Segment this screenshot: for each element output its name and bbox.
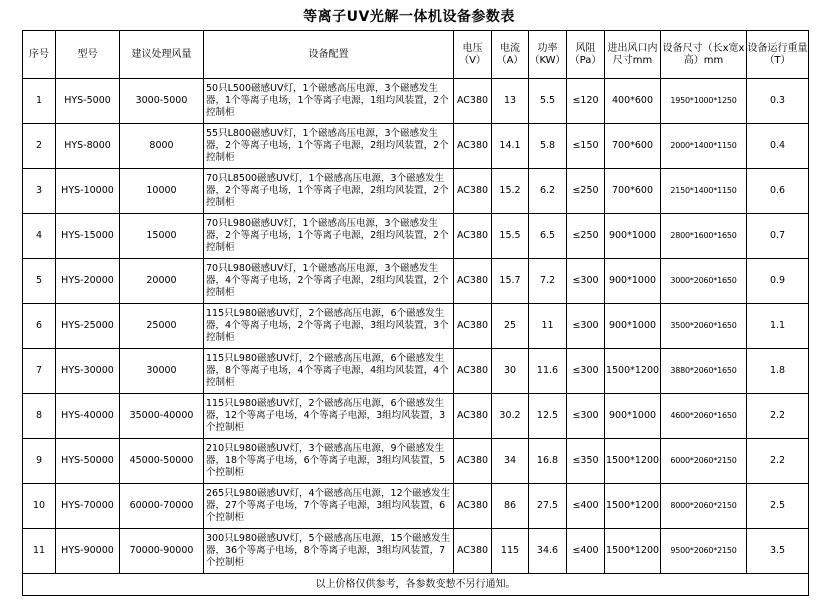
cell-resistance: ≤120: [567, 79, 605, 124]
header-cell-power: 功率（KW）: [529, 31, 567, 79]
cell-model: HYS-40000: [56, 394, 120, 439]
cell-weight: 3.5: [747, 529, 809, 574]
cell-power: 6.2: [529, 169, 567, 214]
cell-resistance: ≤300: [567, 349, 605, 394]
cell-current: 15.7: [492, 259, 529, 304]
cell-airflow: 30000: [120, 349, 204, 394]
cell-weight: 1.1: [747, 304, 809, 349]
cell-current: 30.2: [492, 394, 529, 439]
cell-port: 400*600: [605, 79, 661, 124]
header-cell-voltage: 电压（V）: [454, 31, 492, 79]
cell-weight: 0.7: [747, 214, 809, 259]
cell-size: 6000*2060*2150: [661, 439, 747, 484]
cell-voltage: AC380: [454, 214, 492, 259]
cell-airflow: 45000-50000: [120, 439, 204, 484]
cell-voltage: AC380: [454, 259, 492, 304]
cell-size: 8000*2060*2150: [661, 484, 747, 529]
cell-voltage: AC380: [454, 79, 492, 124]
table-row: [23, 79, 809, 124]
cell-weight: 0.6: [747, 169, 809, 214]
cell-weight: 0.4: [747, 124, 809, 169]
cell-power: 34.6: [529, 529, 567, 574]
cell-port: 900*1000: [605, 394, 661, 439]
cell-port: 1500*1200: [605, 484, 661, 529]
table-row: [23, 349, 809, 394]
cell-config: 115只L980磁感UV灯，2个磁感高压电源，6个磁感发生器，4个等离子电场，2个等离子电源，3组均风装置，3个控制柜: [204, 304, 454, 349]
cell-no: 10: [23, 484, 56, 529]
cell-power: 5.5: [529, 79, 567, 124]
cell-no: 1: [23, 79, 56, 124]
cell-size: 3500*2060*1650: [661, 304, 747, 349]
cell-current: 15.2: [492, 169, 529, 214]
cell-model: HYS-70000: [56, 484, 120, 529]
table-row: [23, 394, 809, 439]
cell-weight: 0.9: [747, 259, 809, 304]
cell-weight: 1.8: [747, 349, 809, 394]
cell-voltage: AC380: [454, 124, 492, 169]
cell-config: 70只L8500磁感UV灯，1个磁感高压电源，3个磁感发生器，2个等离子电场，1个等离子电源，2组均风装置，2个控制柜: [204, 169, 454, 214]
cell-power: 11: [529, 304, 567, 349]
cell-current: 13: [492, 79, 529, 124]
cell-weight: 2.5: [747, 484, 809, 529]
cell-size: 9500*2060*2150: [661, 529, 747, 574]
cell-airflow: 8000: [120, 124, 204, 169]
cell-port: 900*1000: [605, 214, 661, 259]
cell-current: 25: [492, 304, 529, 349]
table-row: [23, 169, 809, 214]
cell-resistance: ≤400: [567, 484, 605, 529]
header-cell-port: 进出风口内尺寸mm: [605, 31, 661, 79]
cell-no: 2: [23, 124, 56, 169]
cell-model: HYS-90000: [56, 529, 120, 574]
footnote-row: [23, 574, 809, 596]
cell-voltage: AC380: [454, 169, 492, 214]
cell-config: 265只L980磁感UV灯，4个磁感高压电源，12个磁感发生器，27个等离子电场，7个等离子电源，3组均风装置，6个控制柜: [204, 484, 454, 529]
cell-no: 7: [23, 349, 56, 394]
cell-model: HYS-50000: [56, 439, 120, 484]
cell-port: 900*1000: [605, 304, 661, 349]
cell-config: 50只L500磁感UV灯，1个磁感高压电源，3个磁感发生器，1个等离子电场，1个等离子电源，1组均风装置，2个控制柜: [204, 79, 454, 124]
cell-airflow: 25000: [120, 304, 204, 349]
footnote: 以上价格仅供参考，各参数变愸不另行通知。: [23, 574, 809, 596]
table-row: [23, 439, 809, 484]
cell-resistance: ≤300: [567, 394, 605, 439]
cell-port: 700*600: [605, 169, 661, 214]
cell-weight: 0.3: [747, 79, 809, 124]
cell-airflow: 3000-5000: [120, 79, 204, 124]
cell-port: 1500*1200: [605, 529, 661, 574]
cell-airflow: 10000: [120, 169, 204, 214]
cell-resistance: ≤350: [567, 439, 605, 484]
cell-current: 14.1: [492, 124, 529, 169]
cell-power: 11.6: [529, 349, 567, 394]
cell-resistance: ≤400: [567, 529, 605, 574]
header-cell-resistance: 风阻（Pa）: [567, 31, 605, 79]
cell-voltage: AC380: [454, 529, 492, 574]
cell-power: 6.5: [529, 214, 567, 259]
cell-weight: 2.2: [747, 394, 809, 439]
cell-voltage: AC380: [454, 349, 492, 394]
cell-config: 300只L980磁感UV灯，5个磁感高压电源，15个磁感发生器，36个等离子电场，8个等离子电源，3组均风装置，7个控制柜: [204, 529, 454, 574]
header-cell-size: 设备尺寸（长x宽x高）mm: [661, 31, 747, 79]
table-row: [23, 304, 809, 349]
cell-size: 3880*2060*1650: [661, 349, 747, 394]
cell-voltage: AC380: [454, 439, 492, 484]
cell-size: 2000*1400*1150: [661, 124, 747, 169]
cell-power: 12.5: [529, 394, 567, 439]
cell-airflow: 70000-90000: [120, 529, 204, 574]
header-cell-weight: 设备运行重量（T）: [747, 31, 809, 79]
cell-no: 4: [23, 214, 56, 259]
cell-size: 3000*2060*1650: [661, 259, 747, 304]
header-cell-model: 型号: [56, 31, 120, 79]
cell-config: 115只L980磁感UV灯，2个磁感高压电源，6个磁感发生器，12个等离子电场，4个等离子电源，3组均风装置，3个控制柜: [204, 394, 454, 439]
cell-size: 4600*2060*1650: [661, 394, 747, 439]
cell-port: 700*600: [605, 124, 661, 169]
cell-resistance: ≤250: [567, 214, 605, 259]
cell-config: 55只L800磁感UV灯，1个磁感高压电源，3个磁感发生器，2个等离子电场，1个等离子电源，2组均风装置，2个控制柜: [204, 124, 454, 169]
header-cell-current: 电流（A）: [492, 31, 529, 79]
table-row: [23, 259, 809, 304]
cell-voltage: AC380: [454, 394, 492, 439]
cell-current: 115: [492, 529, 529, 574]
cell-resistance: ≤150: [567, 124, 605, 169]
cell-current: 15.5: [492, 214, 529, 259]
cell-size: 2150*1400*1150: [661, 169, 747, 214]
cell-config: 115只L980磁感UV灯，2个磁感高压电源，6个磁感发生器，8个等离子电场，4个等离子电源，4组均风装置，4个控制柜: [204, 349, 454, 394]
cell-config: 70只L980磁感UV灯，1个磁感高压电源，3个磁感发生器，4个等离子电场，2个等离子电源，2组均风装置，2个控制柜: [204, 259, 454, 304]
spec-table: [22, 30, 809, 596]
cell-no: 11: [23, 529, 56, 574]
cell-no: 3: [23, 169, 56, 214]
cell-resistance: ≤300: [567, 259, 605, 304]
cell-airflow: 15000: [120, 214, 204, 259]
cell-model: HYS-15000: [56, 214, 120, 259]
cell-power: 27.5: [529, 484, 567, 529]
cell-voltage: AC380: [454, 304, 492, 349]
table-row: [23, 124, 809, 169]
header-row: [23, 31, 809, 79]
cell-weight: 2.2: [747, 439, 809, 484]
cell-model: HYS-20000: [56, 259, 120, 304]
cell-power: 5.8: [529, 124, 567, 169]
cell-airflow: 20000: [120, 259, 204, 304]
header-cell-config: 设备配置: [204, 31, 454, 79]
table-row: [23, 529, 809, 574]
cell-port: 1500*1200: [605, 439, 661, 484]
cell-airflow: 60000-70000: [120, 484, 204, 529]
cell-size: 1950*1000*1250: [661, 79, 747, 124]
cell-port: 1500*1200: [605, 349, 661, 394]
spec-table-body: [23, 31, 809, 596]
cell-no: 5: [23, 259, 56, 304]
page-title: 等离子UV光解一体机设备参数表: [303, 9, 515, 25]
cell-current: 30: [492, 349, 529, 394]
cell-resistance: ≤300: [567, 304, 605, 349]
cell-model: HYS-10000: [56, 169, 120, 214]
cell-power: 16.8: [529, 439, 567, 484]
cell-airflow: 35000-40000: [120, 394, 204, 439]
cell-current: 86: [492, 484, 529, 529]
cell-no: 9: [23, 439, 56, 484]
cell-current: 34: [492, 439, 529, 484]
header-cell-airflow: 建议处理风量: [120, 31, 204, 79]
header-cell-no: 序号: [23, 31, 56, 79]
cell-voltage: AC380: [454, 484, 492, 529]
cell-size: 2800*1600*1650: [661, 214, 747, 259]
cell-power: 7.2: [529, 259, 567, 304]
cell-model: HYS-25000: [56, 304, 120, 349]
table-row: [23, 214, 809, 259]
cell-port: 900*1000: [605, 259, 661, 304]
table-row: [23, 484, 809, 529]
cell-no: 6: [23, 304, 56, 349]
cell-model: HYS-5000: [56, 79, 120, 124]
cell-resistance: ≤250: [567, 169, 605, 214]
cell-no: 8: [23, 394, 56, 439]
cell-config: 210只L980磁感UV灯，3个磁感高压电源，9个磁感发生器，18个等离子电场，6个等离子电源，3组均风装置，5个控制柜: [204, 439, 454, 484]
cell-config: 70只L980磁感UV灯，1个磁感高压电源，3个磁感发生器，2个等离子电场，1个等离子电源，2组均风装置，2个控制柜: [204, 214, 454, 259]
cell-model: HYS-8000: [56, 124, 120, 169]
cell-model: HYS-30000: [56, 349, 120, 394]
